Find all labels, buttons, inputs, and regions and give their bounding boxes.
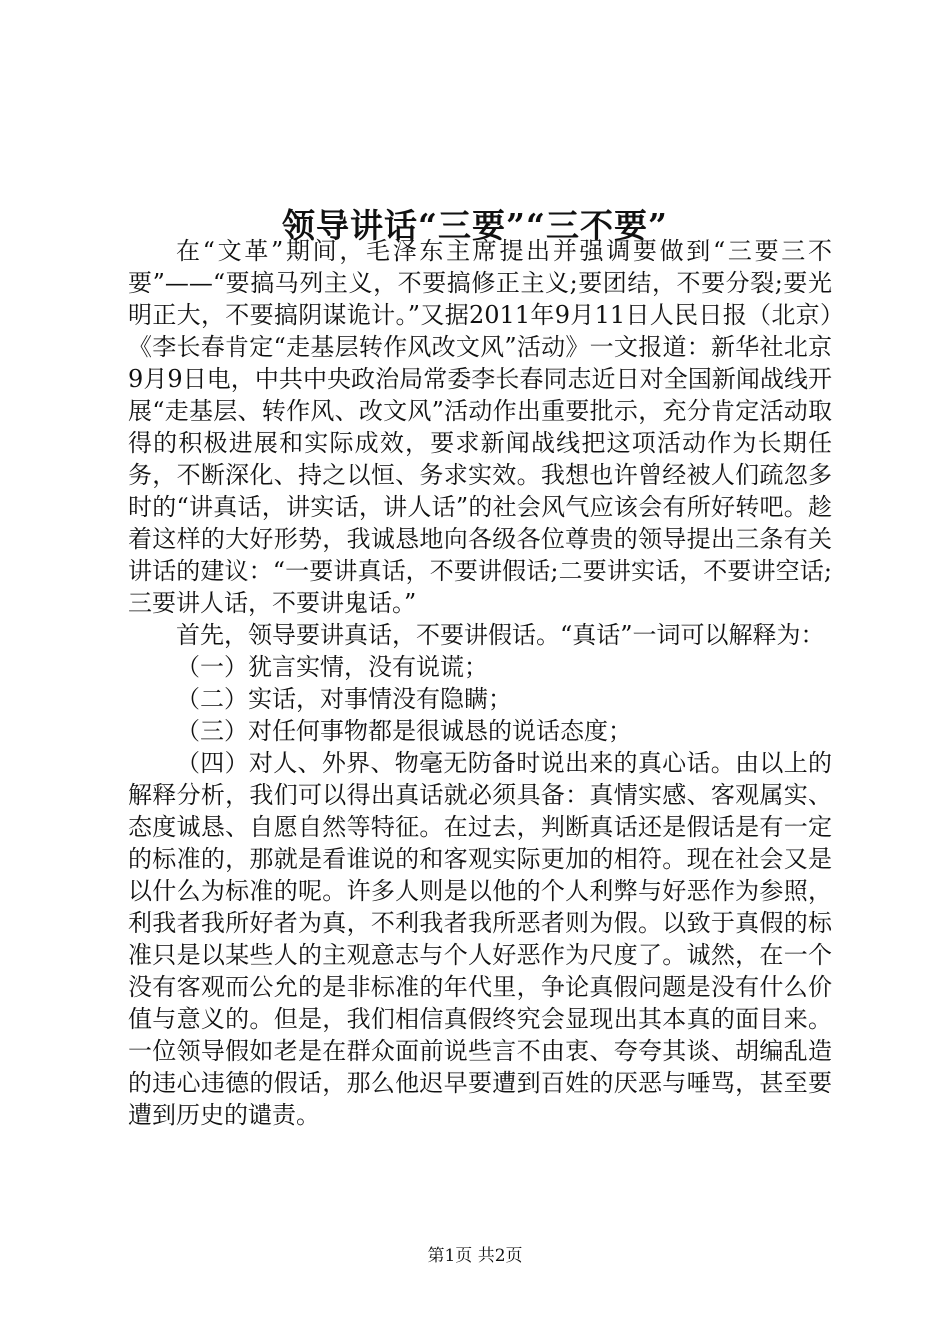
page-footer: 第1页 共2页 xyxy=(427,1246,523,1266)
document-body xyxy=(128,235,832,1131)
list-item-four: （四）对人、外界、物毫无防备时说出来的真心话。由以上的解释分析，我们可以得出真话就必须具备：真情实感、客观属实、态度诚恳、自愿自然等特征。在过去，判断真话还是假话是有一定的标准的，那就是看谁说的和客观实际更加的相符。现在社会又是以什么为标准的呢。许多人则是以他的个人利弊与好恶作为参照，利我者我所好者为真，不利我者我所恶者则为假。以致于真假的标准只是以某些人的主观意志与个人好恶作为尺度了。诚然，在一个没有客观而公允的是非标准的年代里，争论真假问题是没有什么价值与意义的。但是，我们相信真假终究会显现出其本真的面目来。一位领导假如老是在群众面前说些言不由衷、夸夸其谈、胡编乱造的违心违德的假话，那么他迟早要遭到百姓的厌恶与唾骂，甚至要遭到历史的谴责。 xyxy=(128,749,832,1129)
paragraph-first-point: 首先，领导要讲真话，不要讲假话。“真话”一词可以解释为： xyxy=(176,621,825,649)
list-item-three: （三）对任何事物都是很诚恳的说话态度； xyxy=(176,717,632,745)
document-title: 领导讲话“三要”“三不要” xyxy=(282,206,668,246)
list-item-two: （二）实话，对事情没有隐瞒； xyxy=(176,685,512,713)
list-item-one: （一）犹言实情，没有说谎； xyxy=(176,653,488,681)
paragraph-intro: 在“文革”期间，毛泽东主席提出并强调要做到“三要三不要”——“要搞马列主义，不要搞修正主义;要团结，不要分裂;要光明正大，不要搞阴谋诡计。”又据2011年9月11日人民日报（北京）《李长春肯定“走基层转作风改文风”活动》一文报道：新华社北京9月9日电，中共中央政治局常委李长春同志近日对全国新闻战线开展“走基层、转作风、改文风”活动作出重要批示，充分肯定活动取得的积极进展和实际成效，要求新闻战线把这项活动作为长期任务，不断深化、持之以恒、务求实效。我想也许曾经被人们疏忽多时的“讲真话，讲实话，讲人话”的社会风气应该会有所好转吧。趁着这样的大好形势，我诚恳地向各级各位尊贵的领导提出三条有关讲话的建议：“一要讲真话，不要讲假话;二要讲实话，不要讲空话;三要讲人话，不要讲鬼话。” xyxy=(128,237,832,617)
